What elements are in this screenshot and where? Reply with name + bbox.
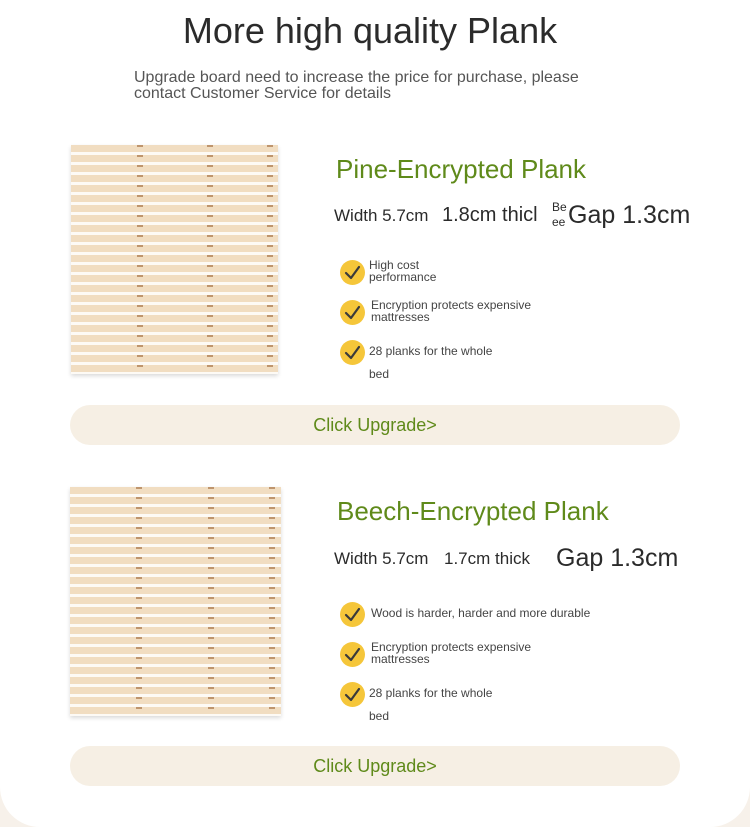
feature-line: performance (369, 270, 437, 284)
feature-text (371, 299, 531, 323)
spec-width: Width 5.7cm (334, 549, 429, 568)
spec-thickness: 1.7cm thick (444, 549, 530, 568)
upgrade-button[interactable]: Click Upgrade> (70, 405, 680, 445)
page-title: More high quality Plank (182, 10, 558, 51)
feature-text (369, 687, 492, 722)
pine-plank-image (71, 145, 278, 374)
feature-line: Wood is harder, harder and more durable (371, 606, 591, 620)
spec-gap: Gap 1.3cm (568, 201, 691, 229)
feature-line: Encryption protects expensive (371, 640, 532, 654)
check-icon (340, 260, 365, 285)
spec-fragment-bottom: ee (552, 215, 566, 229)
feature-text (369, 345, 492, 380)
upgrade-button[interactable]: Click Upgrade> (70, 746, 680, 786)
feature-text (369, 259, 436, 283)
check-icon (340, 602, 365, 627)
product-title: Pine-Encrypted Plank (336, 154, 587, 184)
product-title: Beech-Encrypted Plank (337, 496, 609, 526)
spec-fragment-top: Be (552, 200, 567, 214)
feature-line: mattresses (371, 310, 430, 324)
feature-line: bed (369, 367, 390, 381)
beech-plank-image (70, 487, 281, 716)
page-subtitle: Upgrade board need to increase the price for purchase, please contact Customer Service for details (134, 69, 579, 102)
spec-gap: Gap 1.3cm (556, 544, 679, 572)
feature-line: 28 planks for the whole (369, 344, 493, 358)
feature-line: Encryption protects expensive (371, 298, 532, 312)
feature-line: High cost (369, 258, 420, 272)
spec-thickness: 1.8cm thicl (442, 204, 538, 226)
feature-line: bed (369, 709, 390, 723)
check-icon (340, 642, 365, 667)
check-icon (340, 300, 365, 325)
feature-line: mattresses (371, 652, 430, 666)
spec-width: Width 5.7cm (334, 206, 429, 225)
check-icon (340, 340, 365, 365)
check-icon (340, 682, 365, 707)
feature-text (371, 641, 531, 665)
feature-line: 28 planks for the whole (369, 686, 493, 700)
feature-text (371, 607, 590, 619)
